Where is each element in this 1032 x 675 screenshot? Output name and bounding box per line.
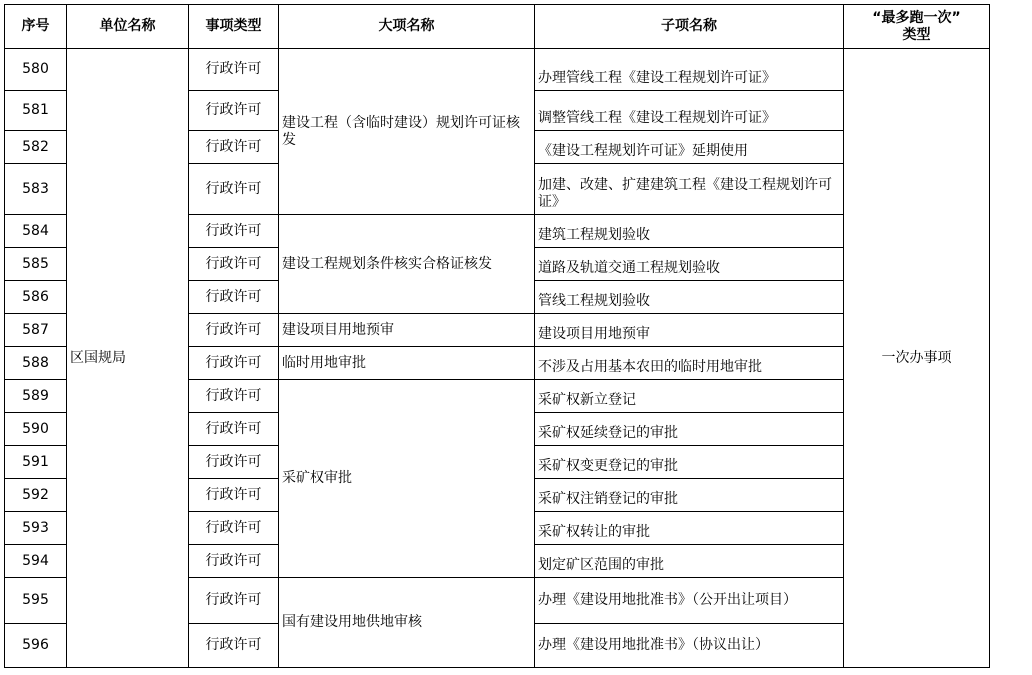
- header-item-type: 事项类型: [189, 5, 279, 49]
- sub-item-cell: 办理《建设用地批准书》（协议出让）: [535, 624, 844, 668]
- seq-cell: 595: [5, 578, 67, 624]
- type-cell: 行政许可: [189, 347, 279, 380]
- sub-item-cell: 《建设工程规划许可证》延期使用: [535, 131, 844, 164]
- type-cell: 行政许可: [189, 215, 279, 248]
- type-cell: 行政许可: [189, 49, 279, 91]
- type-cell: 行政许可: [189, 248, 279, 281]
- header-row: [5, 5, 990, 49]
- run-type-cell: 一次办事项: [844, 49, 990, 668]
- major-item-cell: 国有建设用地供地审核: [279, 578, 535, 668]
- sub-item-cell: 调整管线工程《建设工程规划许可证》: [535, 91, 844, 131]
- sub-item-cell: 采矿权转让的审批: [535, 512, 844, 545]
- header-unit: 单位名称: [67, 5, 189, 49]
- major-item-cell: 建设工程（含临时建设）规划许可证核发: [279, 49, 535, 215]
- seq-cell: 593: [5, 512, 67, 545]
- header-run-type: [844, 5, 990, 49]
- type-cell: 行政许可: [189, 131, 279, 164]
- seq-cell: 580: [5, 49, 67, 91]
- header-sub-item: 子项名称: [535, 5, 844, 49]
- type-cell: 行政许可: [189, 91, 279, 131]
- type-cell: 行政许可: [189, 314, 279, 347]
- type-cell: 行政许可: [189, 624, 279, 668]
- type-cell: 行政许可: [189, 281, 279, 314]
- sub-item-cell: 采矿权注销登记的审批: [535, 479, 844, 512]
- seq-cell: 589: [5, 380, 67, 413]
- sub-item-cell: 管线工程规划验收: [535, 281, 844, 314]
- type-cell: 行政许可: [189, 446, 279, 479]
- seq-cell: 590: [5, 413, 67, 446]
- seq-cell: 582: [5, 131, 67, 164]
- seq-cell: 584: [5, 215, 67, 248]
- header-run-type-line1: “最多跑一次”: [872, 9, 961, 26]
- sub-item-cell: 划定矿区范围的审批: [535, 545, 844, 578]
- seq-cell: 591: [5, 446, 67, 479]
- seq-cell: 588: [5, 347, 67, 380]
- major-item-cell: 建设工程规划条件核实合格证核发: [279, 215, 535, 314]
- seq-cell: 596: [5, 624, 67, 668]
- seq-cell: 594: [5, 545, 67, 578]
- table-row: [5, 49, 990, 91]
- sub-item-cell: 办理管线工程《建设工程规划许可证》: [535, 49, 844, 91]
- seq-cell: 587: [5, 314, 67, 347]
- sub-item-cell: 建筑工程规划验收: [535, 215, 844, 248]
- major-item-cell: 采矿权审批: [279, 380, 535, 578]
- sub-item-cell: 采矿权新立登记: [535, 380, 844, 413]
- seq-cell: 585: [5, 248, 67, 281]
- header-run-type-line2: 类型: [902, 26, 931, 43]
- sub-item-cell: 采矿权延续登记的审批: [535, 413, 844, 446]
- type-cell: 行政许可: [189, 545, 279, 578]
- sub-item-cell: 加建、改建、扩建建筑工程《建设工程规划许可证》: [535, 164, 844, 215]
- type-cell: 行政许可: [189, 164, 279, 215]
- type-cell: 行政许可: [189, 578, 279, 624]
- header-seq: 序号: [5, 5, 67, 49]
- sub-item-cell: 采矿权变更登记的审批: [535, 446, 844, 479]
- seq-cell: 583: [5, 164, 67, 215]
- unit-cell: 区国规局: [67, 49, 189, 668]
- type-cell: 行政许可: [189, 479, 279, 512]
- items-table: [4, 4, 990, 668]
- seq-cell: 586: [5, 281, 67, 314]
- type-cell: 行政许可: [189, 413, 279, 446]
- type-cell: 行政许可: [189, 380, 279, 413]
- type-cell: 行政许可: [189, 512, 279, 545]
- major-item-cell: 临时用地审批: [279, 347, 535, 380]
- sub-item-cell: 不涉及占用基本农田的临时用地审批: [535, 347, 844, 380]
- sub-item-cell: 办理《建设用地批准书》（公开出让项目）: [535, 578, 844, 624]
- sub-item-cell: 建设项目用地预审: [535, 314, 844, 347]
- document-page: [4, 4, 990, 668]
- sub-item-cell: 道路及轨道交通工程规划验收: [535, 248, 844, 281]
- seq-cell: 592: [5, 479, 67, 512]
- header-major-item: 大项名称: [279, 5, 535, 49]
- seq-cell: 581: [5, 91, 67, 131]
- major-item-cell: 建设项目用地预审: [279, 314, 535, 347]
